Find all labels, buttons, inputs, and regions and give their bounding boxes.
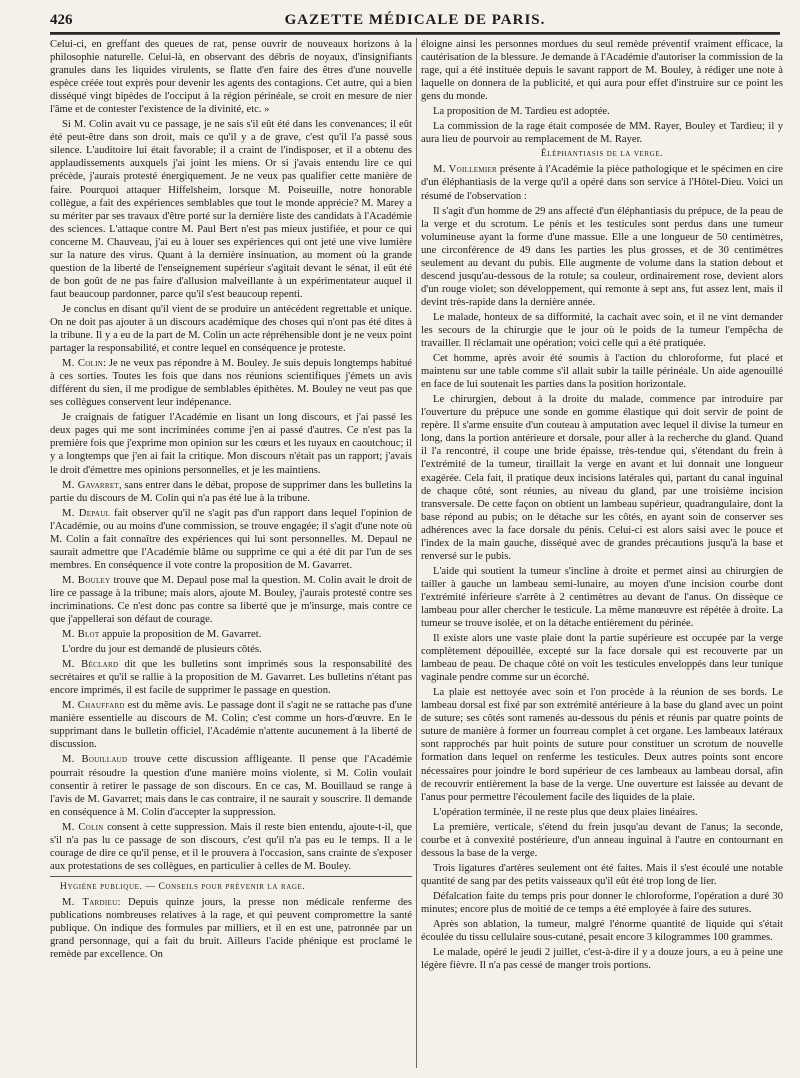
speaker-name: M. Colin — [62, 358, 104, 370]
paragraph-text: Le malade, honteux de sa difformité, la cachait avec soin, et il ne vint demander les secours de la chirurgie que le jour où le poids de la tumeur l'empêcha de travailler. Il réclamait une opération; voici celle qui a été pratiquée. — [421, 311, 783, 350]
article-paragraph — [50, 643, 412, 656]
article-paragraph — [421, 946, 783, 972]
article-paragraph — [50, 38, 412, 116]
paragraph-text: : Depuis quinze jours, la presse non médicale renferme des publications nombreuses relatives à la rage, et qui peuvent compromettre la santé publique. On indique des formules par milliers, et il en est une, patronnée par un grand personnage, qui a fait du bruit. Ailleurs l'acide phénique est proclamé le remède par excellence. On — [50, 896, 412, 961]
paragraph-text: L'ordre du jour est demandé de plusieurs côtés. — [62, 644, 262, 656]
paragraph-text: L'opération terminée, il ne reste plus que deux plaies linéaires. — [433, 806, 698, 818]
article-paragraph — [50, 303, 412, 355]
right-column — [421, 38, 783, 1070]
paragraph-text: fait observer qu'il ne s'agit pas d'un rapport dans lequel l'opinion de l'Académie, ou au moins d'une commission, se trouve engagée; il s'agit d'une note où M. Colin a fait connaître des expériences qui lui sont personnelles. M. Depaul ne saurait admettre que l'Académie blâme ou supprime ce qui a été dit par l'un de ses membres. En conséquence il vote contre la proposition de M. Gavarret. — [50, 507, 412, 571]
speaker-name: M. Blot — [62, 629, 100, 641]
article-paragraph — [50, 699, 412, 751]
paragraph-text: présente à l'Académie la pièce pathologique et le spécimen en cire d'un éléphantiasis de la verge qu'il a opéré dans son service à l'Hôtel-Dieu. Voici un résumé de l'observation : — [421, 164, 783, 202]
speaker-name: M. Voillemier — [433, 164, 498, 176]
article-paragraph — [421, 120, 783, 146]
article-paragraph — [421, 806, 783, 819]
article-paragraph — [50, 411, 412, 476]
section-heading: Hygiène publique. — Conseils pour prévenir la rage. — [60, 881, 306, 892]
paragraph-text: consent à cette suppression. Mais il reste bien entendu, ajoute-t-il, que s'il n'a pas lu ce passage de son discours, c'est qu'il n'a pas eu le temps. Il a le courage de dire ce qu'il pense, et il le prouvera à l'occasion, sans crainte de s'exposer aux protestations de ses collègues, en particulier à celles de M. Bouley. — [50, 821, 412, 872]
paragraph-text: éloigne ainsi les personnes mordues du seul remède préventif vraiment efficace, la cautérisation de la blessure. Je demande à l'Académie d'autoriser la commission de la rage, qui a été instituée depuis le savant rapport de M. Bouley, à rédiger une note à laquelle on donnera de la publicité, et qui aura pour effet d'instruire sur ce point les gens du monde. — [421, 39, 783, 103]
paragraph-text: trouve cette discussion affligeante. Il pense que l'Académie pourrait résoudre la question d'une manière moins violente, si M. Colin voulait consentir à retirer le passage de son discours. En ce cas, M. Bouillaud se range à l'avis de M. Gavarret; mais dans le cas contraire, il ne saurait y souscrire. Il demande en conséquence à M. Colin d'accepter la suppression. — [50, 754, 412, 818]
paragraph-text: Après son ablation, la tumeur, malgré l'énorme quantité de liquide qui s'était écoulée du tissu cellulaire sous-cutané, pesait encore 3 kilogrammes 100 grammes. — [421, 919, 783, 944]
paragraph-text: Cet homme, après avoir été soumis à l'action du chloroforme, fut placé et maintenu sur une table comme s'il allait subir la taille périnéale. Un aide agenouillé en face de lui soutenait les parties dans la position horizontale. — [421, 353, 783, 391]
paragraph-text: est du même avis. Le passage dont il s'agit ne se rattache pas d'une manière essentielle au discours de M. Colin; c'est comme un hors-d'œuvre. En le supprimant dans le bulletin officiel, l'Académie n'attente aucunement à la liberté de discussion. — [50, 700, 412, 751]
paragraph-text: Défalcation faite du temps pris pour donner le chloroforme, l'opération a duré 30 minutes; encore plus de moitié de ce temps a été employée à faire des sutures. — [421, 890, 783, 915]
section-heading: Éléphantiasis de la verge. — [540, 149, 664, 160]
header-rule — [50, 34, 780, 35]
paragraph-text: Le chirurgien, debout à la droite du malade, commence par introduire par l'ouverture du prépuce une sonde en gomme élastique qui doit servir de point de repère. Il s'arme ensuite d'un couteau à amputation avec lequel il divise la tumeur en long, dans la portion antérieure et dorsale, pour aller à la recherche du gland. Quand il l'a rencontré, il coupe une bride épaisse, très-tendue qui, s'étendant du frein à l'extrémité de la tumeur, tiraillait la verge en avant et lui donnait une longueur exagérée. Cela fait, il pratique deux incisions latérales qui, partant du canal inguinal de chaque côté, sont réunies, au niveau du gland, par une troisième incision transversale. De cette façon on obtient un lambeau supérieur, quadrangulaire, dont la base répond au pubis; on le détache sur les côtés, en ayant soin de conserver ses adhérences avec la face dorsale du pénis. Celui-ci est alors saisi avec le pouce et l'index de la main gauche, disséqué avec de grandes précautions jusqu'à la base et renversé sur le pubis. — [421, 394, 783, 562]
speaker-name: M. Chauffard — [62, 700, 125, 712]
left-column — [50, 38, 412, 1070]
section-rule — [50, 876, 412, 877]
article-paragraph — [421, 105, 783, 118]
article-paragraph — [421, 686, 783, 803]
article-paragraph — [50, 896, 412, 961]
paragraph-text: trouve que M. Depaul pose mal la question. M. Colin avait le droit de lire ce passage à la tribune; mais alors, ajoute M. Bouley, j'aurais protesté contre ses incriminations. Ce n'est donc pas contre sa liberté que je m'insurge, mais contre ce que j'appellerai son défaut de courage. — [50, 574, 412, 626]
article-paragraph — [421, 890, 783, 916]
article-paragraph — [421, 632, 783, 684]
article-paragraph — [421, 163, 783, 202]
article-paragraph — [50, 658, 412, 697]
article-paragraph — [50, 479, 412, 505]
article-paragraph — [421, 918, 783, 944]
paragraph-text: Le malade, opéré le jeudi 2 juillet, c'est-à-dire il y a douze jours, a eu à peine une légère fièvre. Il n'a pas cessé de manger trois portions. — [421, 947, 783, 972]
paragraph-text: Si M. Colin avait vu ce passage, je ne sais s'il eût été dans les convenances; il eût été peut-être dans son droit, mais ce qu'il y a de grave, c'est qu'il l'a passé sous silence. L'auditoire lui était favorable; il a craint de l'indisposer, et il a obtenu des applaudissements auxquels j'ai joint les miens. Or si j'avais entendu lire ce qui précède, j'aurais protesté énergiquement. Je ne veux pas qualifier cette manière de faire. Pourquoi attaquer Hiffelsheim, lorsque M. Poiseuille, notre honorable collègue, a fait des expériences semblables que tout le monde apprécie? M. Marey a su mériter par ses travaux d'être porté sur la dernière liste des candidats à l'Académie des sciences. L'attaque contre M. Paul Bert n'est pas mieux justifiée, et pour ce qui concerne M. Chauveau, j'ai eu à louer ses expériences qui ont jeté une vive lumière sur la nature des virus. Quant à la dernière insinuation, au moment où la grande question de la liberté de l'enseignement supérieur s'agitait devant le sénat, il eût été de bon goût de ne pas faire d'allusion malveillante à un expérimentateur auquel il faut beaucoup pardonner, parce qu'il s'est beaucoup repenti. — [50, 119, 412, 300]
article-paragraph — [50, 821, 412, 873]
article-paragraph — [421, 393, 783, 563]
paragraph-text: L'aide qui soutient la tumeur s'incline à droite et permet ainsi au chirurgien de tailler à gauche un lambeau semi-lunaire, au moyen d'une incision courbe dont l'extrémité inférieure s'arrête à 2 centimètres au devant de l'anus. On dissèque ce lambeau pour aller chercher le testicule. La même manœuvre est répétée à droite. La tumeur se trouve isolée, et on la détache entièrement du périnée. — [421, 565, 783, 630]
article-paragraph — [421, 205, 783, 309]
article-paragraph — [50, 357, 412, 409]
speaker-name: M. Bouillaud — [62, 754, 128, 766]
speaker-name: M. Depaul — [62, 507, 111, 519]
article-paragraph — [421, 821, 783, 860]
paragraph-text: La commission de la rage était composée de MM. Rayer, Bouley et Tardieu; il y aura lieu de pourvoir au remplacement de M. Rayer. — [421, 121, 783, 146]
speaker-name: M. Gavarret — [62, 479, 120, 491]
speaker-name: M. Tardieu — [62, 896, 118, 908]
article-paragraph — [50, 507, 412, 572]
paragraph-text: La plaie est nettoyée avec soin et l'on procède à la réunion de ses bords. Le lambeau dorsal est fixé par son extrémité antérieure à la base du gland avec un point de suture; ses côtés sont ramenés au-dessous du pénis et réunis par quatre points de suture de manière à former un fourreau complet à cet organe. Les lambeaux latéraux sont rapprochés par huit points de suture pour constituer un scrotum de nouvelle formation dans lequel on renferme les testicules. Deux autres points sont encore nécessaires pour joindre le bord supérieur de ces lambeaux au lambeau dorsal, afin de recouvrir entièrement la base de la verge. Une ouverture est laissée au devant de l'anus pour permettre l'écoulement facile des liquides de la plaie. — [421, 687, 783, 803]
paragraph-text: Il s'agit d'un homme de 29 ans affecté d'un éléphantiasis du prépuce, de la peau de la verge et du scrotum. Le pénis et les testicules sont perdus dans une tumeur volumineuse ayant la forme d'une massue. Elle a une longueur de 50 centimètres, une circonférence de 49 dans les parties les plus grosses, et de 30 centimètres seulement au devant du pubis. Elle augmente de volume dans la station debout et descend jusqu'au-dessous de la rotule; sa couleur, ordinairement rose, devient alors d'un rouge violet; son développement, qui remonte à sept ans, fut assez lent, mais il devint très-rapide dans la dernière année. — [421, 205, 783, 308]
paragraph-text: Je conclus en disant qu'il vient de se produire un antécédent regrettable et unique. On ne doit pas ajouter à un discours académique des choses qui n'ont pas été dites à la tribune. Il y a eu de la part de M. Colin un acte répréhensible dont je ne veux point partager la responsabilité, et contre lequel en conséquence je proteste. — [50, 303, 412, 355]
article-paragraph — [421, 38, 783, 103]
paragraph-text: Il existe alors une vaste plaie dont la partie supérieure est occupée par la verge complètement dépouillée, excepté sur la face dorsale qui est recouverte par un lambeau de peau. De chaque côté on voit les testicules enveloppés dans leur tunique vaginale pendre comme sur un écorché. — [421, 633, 783, 684]
page-header — [50, 10, 780, 34]
article-paragraph — [50, 118, 412, 301]
speaker-name: M. Béclard — [62, 659, 119, 671]
journal-title: GAZETTE MÉDICALE DE PARIS. — [284, 12, 546, 28]
paragraph-text: Celui-ci, en greffant des queues de rat, pense ouvrir de nouveaux horizons à la philosophie naturelle. Celui-là, en observant des débris de noyaux, d'insignifiants granules dans les liquides virulents, se flatte d'en faire des êtres d'une nouvelle espèce créée tout exprès pour devenir les agents des contagions. Cet autre, qui a bien disséqué vingt bipèdes de l'occiput à la région périnéale, se croit en mesure de nier l'âme et de contester l'existence de la divinité, etc. » — [50, 39, 412, 116]
article-paragraph — [421, 311, 783, 350]
paragraph-text: La première, verticale, s'étend du frein jusqu'au devant de l'anus; la seconde, courbe et à convexité postérieure, d'un anneau inguinal à l'autre en contournant en dessous la base de la verge. — [421, 821, 783, 859]
paragraph-text: dit que les bulletins sont imprimés sous la responsabilité des secrétaires et qu'il se rallie à la proposition de M. Gavarret. Les bulletins n'étant pas encore imprimés, il est facile de supprimer le passage en question. — [50, 659, 412, 697]
article-paragraph — [50, 574, 412, 626]
paragraph-text: Trois ligatures d'artères seulement ont été faites. Mais il s'est écoulé une notable quantité de sang par des petits vaisseaux qu'il eût été trop long de lier. — [421, 862, 783, 887]
article-paragraph — [421, 862, 783, 888]
paragraph-text: : Je ne veux pas répondre à M. Bouley. Je suis depuis longtemps habitué à ces sorties. Toutes les fois que dans nos réunions scientifiques j'émets un avis différent du sien, il me prodigue de semblables épithètes. M. Bouley ne veut pas que ses collègues conservent leur indépenance. — [50, 358, 412, 409]
column-divider — [416, 38, 417, 1068]
speaker-name: M. Bouley — [62, 574, 111, 586]
paragraph-text: Je craignais de fatiguer l'Académie en lisant un long discours, et j'ai passé les deux pages qui me sont incriminées comme j'en ai passé d'autres. Ce n'est pas la première fois que j'exprime mon opinion sur les cœurs et les tuyaux en caoutchouc; il y a longtemps que j'en ai fait la critique. Mon discours n'était pas un rapport; j'avais le droit d'émettre mes opinions personnelles, et je les maintiens. — [50, 412, 412, 476]
paragraph-text: La proposition de M. Tardieu est adoptée. — [433, 106, 610, 118]
article-paragraph — [421, 352, 783, 391]
paragraph-text: , sans entrer dans le débat, propose de supprimer dans les bulletins la partie du discours de M. Colin qui n'a pas été lue à la tribune. — [50, 479, 412, 504]
speaker-name: M. Colin — [62, 821, 104, 833]
paragraph-text: appuie la proposition de M. Gavarret. — [102, 629, 262, 641]
article-paragraph — [50, 753, 412, 818]
page-number: 426 — [50, 12, 73, 28]
article-paragraph — [421, 565, 783, 630]
article-paragraph — [50, 628, 412, 641]
